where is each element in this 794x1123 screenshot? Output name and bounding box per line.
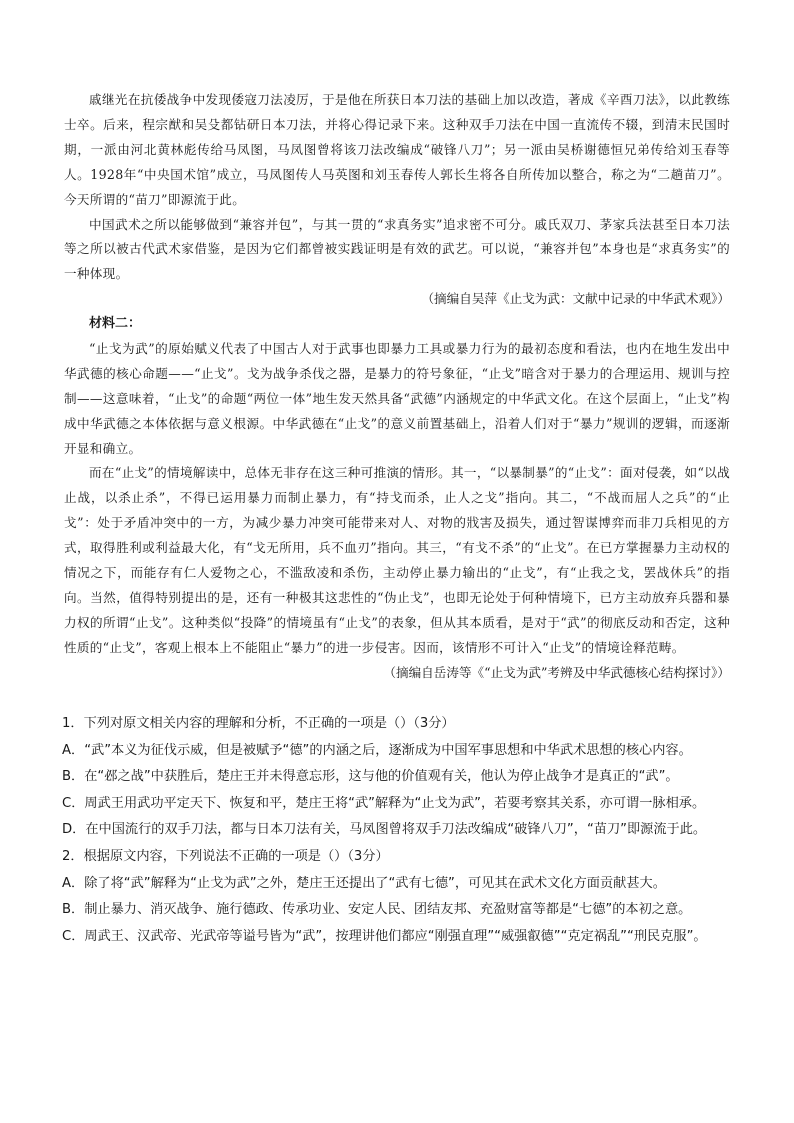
question-2-option-a: A．除了将“武”解释为“止戈为武”之外，楚庄王还提出了“武有七德”，可见其在武术文化方面贡献甚大。 — [62, 875, 666, 891]
material-two — [64, 312, 730, 686]
question-2-stem: 2．根据原文内容，下列说法不正确的一项是（）（3分） — [62, 848, 389, 864]
question-1-option-a: A．“武”本义为征伐示威，但是被赋予“德”的内涵之后，逐渐成为中国军事思想和中华武术思想的核心内容。 — [62, 742, 692, 758]
material-two-paragraph-2: 而在“止戈”的情境解读中，总体无非存在这三种可推演的情形。其一，“以暴制暴”的“止戈”：面对侵袭，如“以战止战，以杀止杀”，不得已运用暴力而制止暴力，有“持戈而杀，止人之戈”指向。其二，“不战而屈人之兵”的“止戈”：处于矛盾冲突中的一方，为减少暴力冲突可能带来对人、对物的戕害及损失，通过智谋博弈而非刀兵相见的方式，取得胜利或利益最大化，有“戈无所用，兵不血刃”指向。其三，“有戈不杀”的“止戈”。在已方掌握暴力主动权的情况之下，而能存有仁人爱物之心，不滥敌凌和杀伤，主动停止暴力输出的“止戈”，有“止我之戈，罢战休兵”的指向。当然，值得特别提出的是，还有一种极其这悲性的“伪止戈”，也即无论处于何种情境下，已方主动放弃兵器和暴力权的所谓“止戈”。这种类似“投降”的情境虽有“止戈”的表象，但从其本质看，是对于“武”的彻底反动和否定，这种性质的“止戈”，客观上根本上不能阻止“暴力”的进一步侵害。因而，该情形不可计入“止戈”的情境诠释范畴。 — [64, 465, 730, 655]
question-1-option-c: C．周武王用武功平定天下、恢复和平，楚庄王将“武”解释为“止戈为武”，若要考察其关系，亦可谓一脉相承。 — [62, 795, 706, 811]
material-two-source: （摘编自岳涛等《“止戈为武”考辨及中华武德核心结构探讨》） — [383, 664, 730, 680]
material-two-paragraph-1: “止戈为武”的原始赋义代表了中国古人对于武事也即暴力工具或暴力行为的最初态度和看法，也内在地生发出中华武德的核心命题——“止戈”。戈为战争杀伐之器，是暴力的符号象征，“止戈”暗含对于暴力的合理运用、规训与控制——这意味着，“止戈”的命题“两位一体”地生发天然具备“武德”内涵规定的中华武文化。在这个层面上，“止戈”构成中华武德之本体依据与意义根源。中华武德在“止戈”的意义前置基础上，沿着人们对于“暴力”规训的逻辑，而逐渐开显和确立。 — [64, 340, 730, 456]
material-two-title: 材料二： — [89, 316, 142, 331]
question-1-stem: 1．下列对原文相关内容的理解和分析，不正确的一项是（）（3分） — [62, 716, 455, 731]
material-one-paragraph-2: 中国武术之所以能够做到“兼容并包”，与其一贯的“求真务实”追求密不可分。戚氏双刀、茅家兵法甚至日本刀法等之所以被古代武术家借鉴，是因为它们都曾被实践证明是有效的武艺。可以说，“兼容并包”本身也是“求真务实”的一种体现。 — [64, 216, 730, 282]
material-one — [64, 88, 730, 312]
material-one-source: （摘编自吴萍《止戈为武：文献中记录的中华武术观》） — [421, 291, 730, 307]
material-one-paragraph-1: 戚继光在抗倭战争中发现倭寇刀法凌厉，于是他在所获日本刀法的基础上加以改造，著成《辛酉刀法》，以此教练士卒。后来，程宗猷和吴殳都钻研日本刀法，并将心得记录下来。这种双手刀法在中国一直流传不辍，到清末民国时期，一派由河北黄林彪传给马凤图，马凤图曾将该刀法改编成“破锋八刀”；另一派由吴桥谢德恒兄弟传给刘玉春等人。1928年“中央国术馆”成立，马凤图传人马英图和刘玉春传人郭长生将各自所传加以整合，称之为“二趟苗刀”。今天所谓的“苗刀”即源流于此。 — [64, 92, 730, 207]
question-1-option-b: B．在“邲之战”中获胜后，楚庄王并未得意忘形，这与他的价值观有关，他认为停止战争才是真正的“武”。 — [62, 769, 679, 785]
question-2-option-c: C．周武王、汉武帝、光武帝等谥号皆为“武”，按理讲他们都应“刚强直理”“威强叡德”“克定祸乱”“刑民克服”。 — [62, 928, 707, 944]
question-1-option-d: D．在中国流行的双手刀法，都与日本刀法有关，马凤图曾将双手刀法改编成“破锋八刀”，“苗刀”即源流于此。 — [62, 822, 707, 838]
question-2-option-b: B．制止暴力、消灭战争、施行德政、传承功业、安定人民、团结友邦、充盈财富等都是“七德”的本初之意。 — [62, 902, 692, 918]
question-section — [62, 711, 738, 950]
